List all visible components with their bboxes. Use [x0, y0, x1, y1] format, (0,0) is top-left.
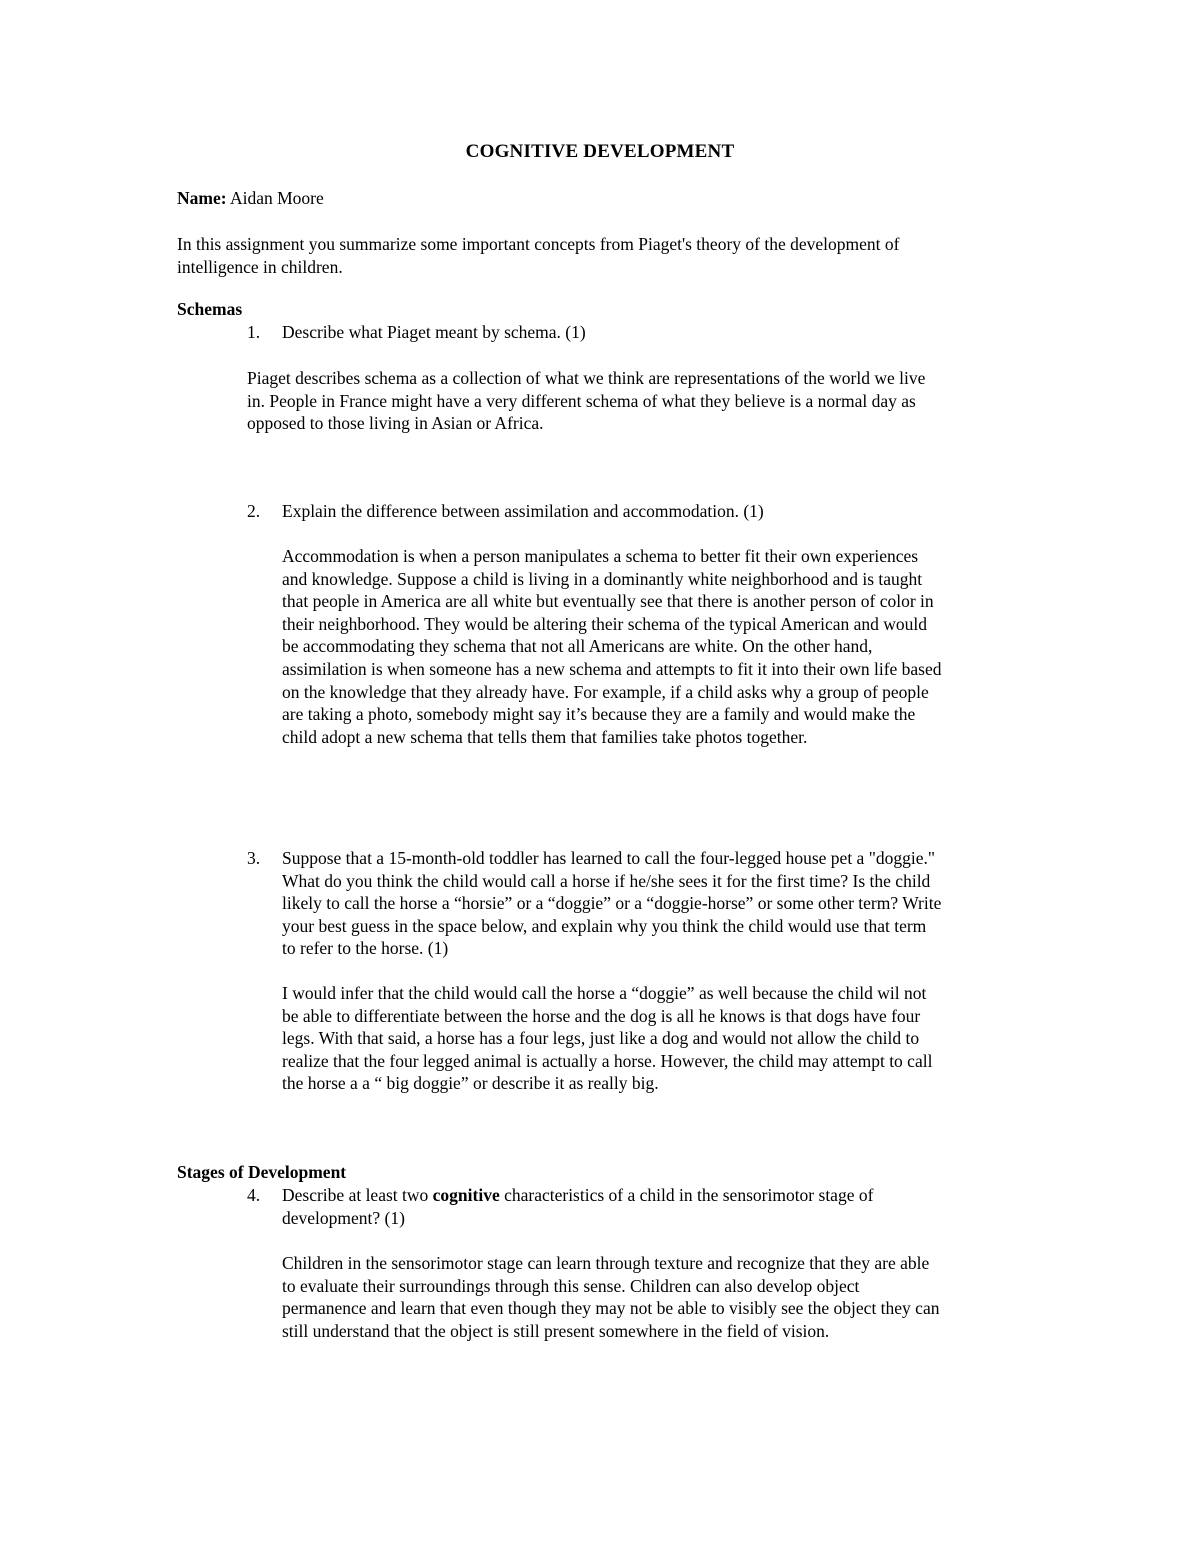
question-prompt: Explain the difference between assimilation and accommodation. (1): [282, 501, 764, 521]
answer-text: Children in the sensorimotor stage can learn through texture and recognize that they are able to evaluate their surroundings through this sense. Children can also develop object permanence and learn that even though they may not be able to visibly see the object they can still understand that the object is still present somewhere in the field of vision.: [282, 1253, 940, 1341]
question-number: 1.: [247, 322, 261, 342]
document-title: COGNITIVE DEVELOPMENT: [465, 141, 735, 162]
intro-paragraph: In this assignment you summarize some important concepts from Piaget's theory of the development of intelligence in children.: [177, 234, 900, 277]
section-heading-stages: Stages of Development: [177, 1162, 347, 1182]
prompt-text: characteristics of a child in the sensorimotor stage of development? (1): [282, 1185, 874, 1228]
question-prompt: [282, 1184, 873, 1229]
prompt-emphasis: cognitive: [432, 1185, 500, 1205]
question-prompt: Suppose that a 15-month-old toddler has learned to call the four-legged house pet a "doggie." What do you think the child would call a horse if he/she sees it for the first time? Is the child likely to call the horse a “horsie” or a “doggie” or a “doggie-horse” or some other term? Write your best guess in the space below, and explain why you think the child would use that term to refer to the horse. (1): [282, 848, 942, 959]
answer-text: Piaget describes schema as a collection of what we think are representations of the world we live in. People in France might have a very different schema of what they believe is a normal day as opposed to those living in Asian or Africa.: [247, 368, 926, 434]
question-prompt: Describe what Piaget meant by schema. (1): [282, 322, 586, 342]
section-heading-schemas: Schemas: [177, 299, 243, 319]
answer-text: I would infer that the child would call the horse a “doggie” as well because the child wil not be able to differentiate between the horse and the dog is all he knows is that dogs have four legs. With that said, a horse has a four legs, just like a dog and would not allow the child to realize that the four legged animal is actually a horse. However, the child may attempt to call the horse a a “ big doggie” or describe it as really big.: [282, 983, 933, 1094]
name-label: Name:: [177, 188, 227, 208]
question-number: 4.: [247, 1185, 261, 1205]
name-line: [177, 187, 324, 210]
prompt-text: Describe at least two: [282, 1185, 433, 1205]
name-value: Aidan Moore: [226, 188, 324, 208]
question-number: 3.: [247, 848, 261, 868]
question-number: 2.: [247, 501, 261, 521]
answer-text: Accommodation is when a person manipulates a schema to better fit their own experiences and knowledge. Suppose a child is living in a dominantly white neighborhood and is taught that people in America are all white but eventually see that there is another person of color in their neighborhood. They would be altering their schema of the typical American and would be accommodating they schema that not all Americans are white. On the other hand, assimilation is when someone has a new schema and attempts to fit it into their own life based on the knowledge that they already have. For example, if a child asks why a group of people are taking a photo, somebody might say it’s because they are a family and would make the child adopt a new schema that tells them that families take photos together.: [282, 546, 942, 747]
